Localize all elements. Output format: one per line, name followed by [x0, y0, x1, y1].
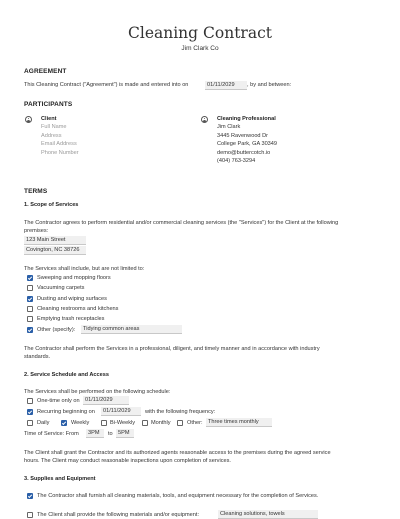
agreement-heading: AGREEMENT: [24, 68, 67, 75]
professional-title: Cleaning Professional: [217, 116, 276, 122]
supplies-heading: 3. Supplies and Equipment: [24, 476, 96, 482]
professional-email: demo@buttercotch.io: [217, 149, 271, 156]
client-supplies-text: The Client shall provide the following materials and/or equipment:: [37, 512, 199, 518]
service-checkbox[interactable]: [27, 296, 33, 302]
recurring-suffix: with the following frequency:: [145, 408, 216, 415]
agreement-date-field[interactable]: 01/11/2029: [205, 81, 247, 90]
one-time-date-field[interactable]: 01/11/2029: [83, 396, 129, 405]
premises-address-line1[interactable]: 123 Main Street: [24, 236, 86, 245]
frequency-label: Daily: [37, 419, 50, 426]
client-address-field[interactable]: Address: [41, 132, 62, 139]
client-supplies-field[interactable]: Cleaning solutions, towels: [218, 510, 318, 519]
service-label: Emptying trash receptacles: [37, 316, 105, 322]
premises-address-line2[interactable]: Covington, NC 38726: [24, 246, 86, 255]
schedule-intro: The Services shall be performed on the following schedule:: [24, 389, 171, 395]
recurring-checkbox[interactable]: [27, 409, 33, 415]
service-checkbox[interactable]: [27, 316, 33, 322]
client-phone-field[interactable]: Phone Number: [41, 149, 79, 156]
contractor-supplies-text: The Contractor shall furnish all cleaning materials, tools, and equipment necessary for the completion of Services.: [37, 492, 319, 499]
frequency-label: Monthly: [151, 419, 171, 426]
company-name: Jim Clark Co: [181, 45, 219, 52]
service-checkbox[interactable]: [27, 275, 33, 281]
other-service-field[interactable]: Tidying common areas: [81, 325, 182, 334]
scope-intro-line1: The Contractor agrees to perform residential and/or commercial cleaning services (the "Services") for the Client at the following: [24, 220, 339, 226]
scope-heading: 1. Scope of Services: [24, 202, 79, 208]
one-time-checkbox[interactable]: [27, 398, 33, 404]
frequency-label: Bi-Weekly: [110, 419, 136, 426]
document-title: Cleaning Contract: [128, 24, 272, 42]
service-label: Other (specify):: [37, 326, 76, 333]
frequency-checkbox-daily[interactable]: [27, 420, 33, 426]
time-from-field[interactable]: 3PM: [86, 429, 104, 438]
professional-city: College Park, GA 30349: [217, 141, 278, 147]
professional-phone: (404) 763-3294: [217, 158, 256, 164]
client-email-field[interactable]: Email Address: [41, 141, 77, 147]
service-checkbox[interactable]: [27, 285, 33, 291]
person-icon: [25, 116, 32, 123]
professional-street: 3445 Ravenwood Dr: [217, 132, 268, 139]
recurring-date-field[interactable]: 01/11/2029: [101, 407, 141, 416]
one-time-label: One-time only on: [37, 398, 80, 404]
time-to-field[interactable]: 5PM: [116, 429, 134, 438]
frequency-checkbox-weekly[interactable]: [61, 420, 67, 426]
person-icon: [201, 116, 208, 123]
service-checkbox[interactable]: [27, 327, 33, 333]
time-to-label: to: [108, 430, 113, 437]
services-list-intro: The Services shall include, but are not limited to:: [24, 266, 145, 272]
contractor-supplies-checkbox[interactable]: [27, 493, 33, 499]
client-title: Client: [41, 116, 57, 122]
scope-intro-line2: premises:: [24, 228, 49, 234]
professional-name: Jim Clark: [217, 124, 241, 130]
frequency-label: Other:: [187, 419, 203, 426]
service-label: Dusting and wiping surfaces: [37, 295, 107, 302]
access-line1: The Client shall grant the Contractor and its authorized agents reasonable access to the premises during the agreed service: [24, 450, 331, 456]
service-label: Vacuuming carpets: [37, 285, 85, 291]
schedule-heading: 2. Service Schedule and Access: [24, 372, 109, 378]
frequency-checkbox-other[interactable]: [177, 420, 183, 426]
service-label: Sweeping and mopping floors: [37, 275, 111, 281]
frequency-label: Weekly: [71, 419, 90, 426]
access-line2: hours. The Client may conduct reasonable inspections upon completion of services.: [24, 458, 231, 464]
service-checkbox[interactable]: [27, 306, 33, 312]
client-supplies-checkbox[interactable]: [27, 512, 33, 518]
scope-closing-line2: standards.: [24, 354, 51, 360]
recurring-label: Recurring beginning on: [37, 408, 95, 415]
terms-heading: TERMS: [24, 188, 48, 195]
time-label: Time of Service: From: [24, 430, 79, 437]
agreement-text-end: , by and between:: [247, 82, 292, 88]
frequency-checkbox-monthly[interactable]: [142, 420, 148, 426]
service-label: Cleaning restrooms and kitchens: [37, 306, 119, 312]
scope-closing-line1: The Contractor shall perform the Services in a professional, diligent, and timely manner and in accordance with industry: [24, 346, 320, 352]
participants-heading: PARTICIPANTS: [24, 101, 73, 108]
other-frequency-field[interactable]: Three times monthly: [206, 418, 272, 427]
agreement-text: This Cleaning Contract ("Agreement") is made and entered into on: [24, 82, 189, 88]
frequency-checkbox-biweekly[interactable]: [101, 420, 107, 426]
client-full-name-field[interactable]: Full Name: [41, 124, 67, 130]
